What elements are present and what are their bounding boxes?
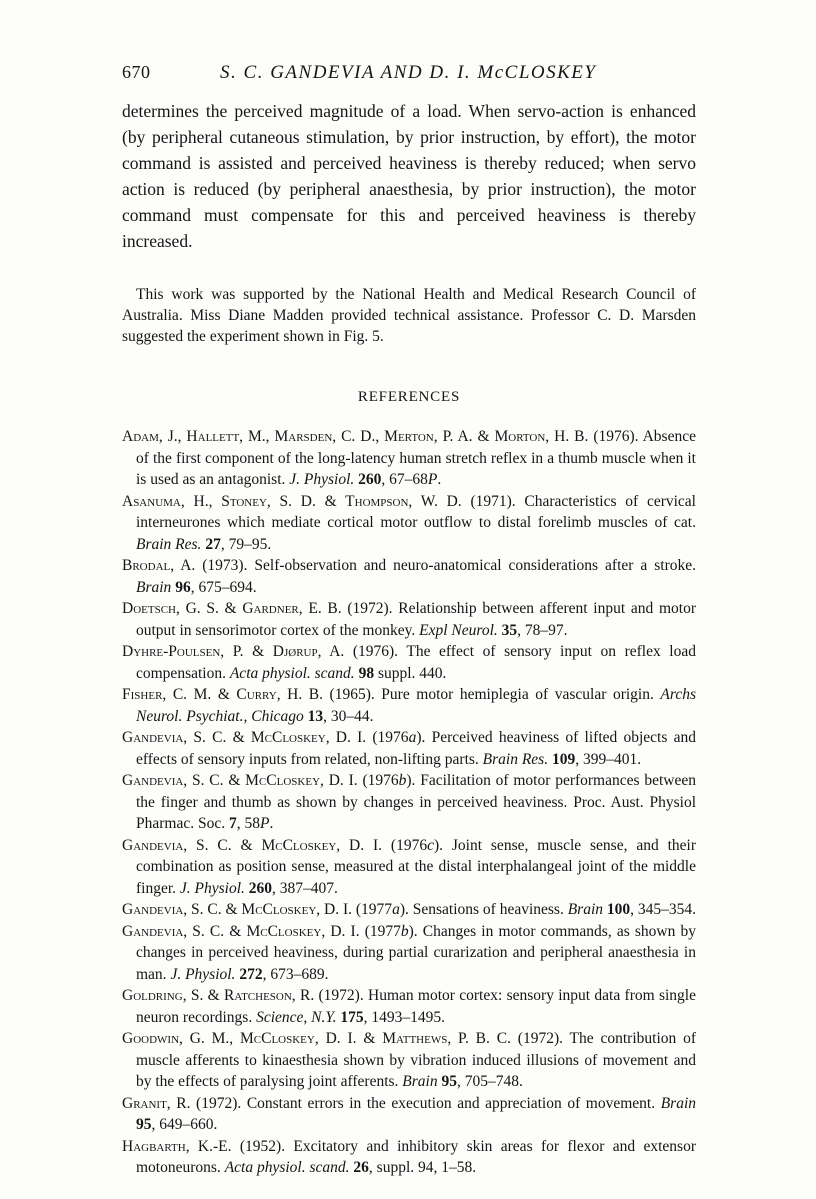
- reference-item: Fisher, C. M. & Curry, H. B. (1965). Pure motor hemiplegia of vascular origin. Archs Neurol. Psychiat., Chicago 13, 30–44.: [122, 686, 696, 725]
- page-number: 670: [122, 62, 151, 82]
- reference-item: Gandevia, S. C. & McCloskey, D. I. (1977b). Changes in motor commands, as shown by changes in perceived heaviness, during partial curarization and peripheral anaesthesia in man. J. Physiol. 272, 673–689.: [122, 922, 696, 983]
- references-heading: REFERENCES: [357, 389, 461, 405]
- reference-item: Goodwin, G. M., McCloskey, D. I. & Matthews, P. B. C. (1972). The contribution of muscle afferents to kinaesthesia shown by vibration induced illusions of movement and by the effects of paralysing joint afferents. Brain 95, 705–748.: [122, 1030, 697, 1090]
- reference-item: Gandevia, S. C. & McCloskey, D. I. (1977a). Sensations of heaviness. Brain 100, 345–354.: [122, 901, 697, 918]
- reference-item: Granit, R. (1972). Constant errors in the execution and appreciation of movement. Brain 95, 649–660.: [122, 1094, 696, 1133]
- reference-item: Dyhre-Poulsen, P. & Djørup, A. (1976). The effect of sensory input on reflex load compensation. Acta physiol. scand. 98 suppl. 440.: [122, 643, 696, 682]
- reference-item: Hagbarth, K.-E. (1952). Excitatory and inhibitory skin areas for flexor and extensor motoneurons. Acta physiol. scand. 26, suppl. 94, 1–58.: [122, 1137, 696, 1176]
- reference-item: Gandevia, S. C. & McCloskey, D. I. (1976b). Facilitation of motor performances between the finger and thumb as shown by changes in perceived heaviness. Proc. Aust. Physiol Pharmac. Soc. 7, 58P.: [122, 772, 696, 832]
- reference-item: Asanuma, H., Stoney, S. D. & Thompson, W. D. (1971). Characteristics of cervical interneurones which mediate cortical motor outflow to distal forelimb muscles of cat. Brain Res. 27, 79–95.: [122, 492, 696, 553]
- reference-item: Adam, J., Hallett, M., Marsden, C. D., Merton, P. A. & Morton, H. B. (1976). Absence of the first component of the long-latency human stretch reflex in a thumb muscle when it is used as an antagonist. J. Physiol. 260, 67–68P.: [122, 428, 696, 488]
- reference-list: [122, 426, 696, 1179]
- reference-item: Gandevia, S. C. & McCloskey, D. I. (1976a). Perceived heaviness of lifted objects and effects of sensory inputs from related, non-lifting parts. Brain Res. 109, 399–401.: [122, 729, 697, 768]
- acknowledgment-paragraph: This work was supported by the National Health and Medical Research Council of Australia. Miss Diane Madden provided technical assistance. Professor C. D. Marsden suggested the experiment shown in Fig. 5.: [122, 286, 696, 345]
- reference-item: Goldring, S. & Ratcheson, R. (1972). Human motor cortex: sensory input data from single neuron recordings. Science, N.Y. 175, 1493–1495.: [122, 987, 696, 1026]
- running-head: [122, 62, 696, 84]
- body-paragraph: determines the perceived magnitude of a load. When servo-action is enhanced (by peripheral cutaneous stimulation, by prior instruction, by effort), the motor command is assisted and perceived heaviness is thereby reduced; when servo action is reduced (by peripheral anaesthesia, by prior instruction), the motor command must compensate for this and perceived heaviness is thereby increased.: [122, 101, 696, 251]
- reference-item: Doetsch, G. S. & Gardner, E. B. (1972). Relationship between afferent input and motor output in sensorimotor cortex of the monkey. Expl Neurol. 35, 78–97.: [122, 600, 696, 639]
- running-title: S. C. GANDEVIA AND D. I. McCLOSKEY: [220, 62, 597, 83]
- reference-item: Gandevia, S. C. & McCloskey, D. I. (1976c). Joint sense, muscle sense, and their combination as position sense, measured at the distal interphalangeal joint of the middle finger. J. Physiol. 260, 387–407.: [122, 836, 696, 897]
- reference-item: Brodal, A. (1973). Self-observation and neuro-anatomical considerations after a stroke. Brain 96, 675–694.: [122, 557, 696, 596]
